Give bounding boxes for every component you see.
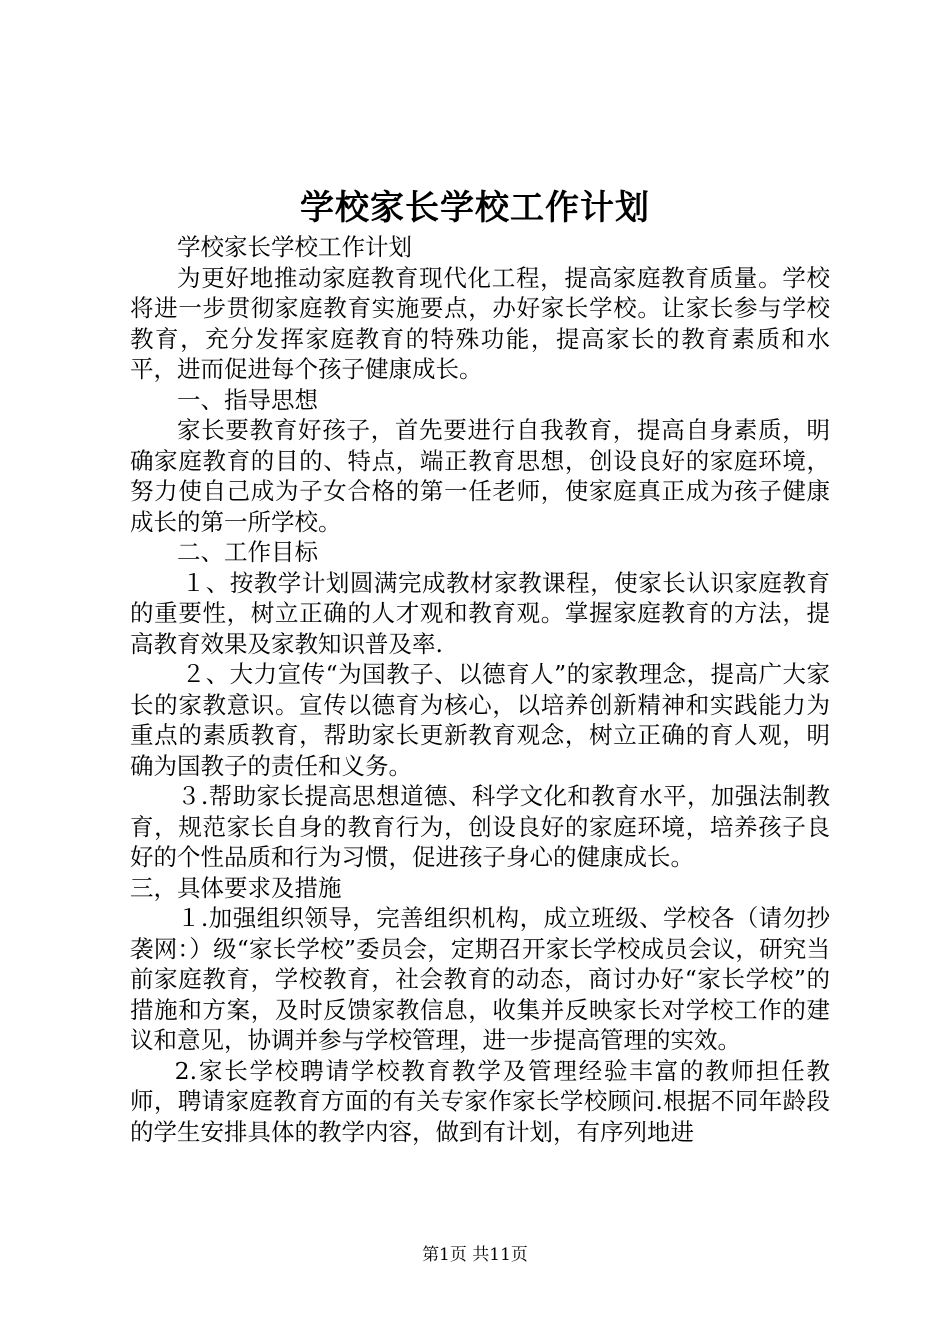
section-heading-work-goals: 二、工作目标 <box>177 538 318 566</box>
paragraph-goal-3: ３.帮助家长提高思想道德、科学文化和教育水平，加强法制教育，规范家长自身的教育行为，创设良好的家庭环境，培养孩子良好的个性品质和行为习惯，促进孩子身心的健康成长。 <box>130 782 830 871</box>
section-heading-requirements: 三，具体要求及措施 <box>130 873 342 902</box>
paragraph-measure-2: 2.家长学校聘请学校教育教学及管理经验丰富的教师担任教师，聘请家庭教育方面的有关专家作家长学校顾问.根据不同年龄段的学生安排具体的教学内容，做到有计划，有序列地进 <box>130 1056 830 1146</box>
paragraph-goal-1: １、按教学计划圆满完成教材家教课程，使家长认识家庭教育的重要性，树立正确的人才观和教育观。掌握家庭教育的方法，提高教育效果及家教知识普及率. <box>130 568 830 658</box>
paragraph-goal-2: ２、大力宣传“为国教子、以德育人”的家教理念，提高广大家长的家教意识。宣传以德育为核心，以培养创新精神和实践能力为重点的素质教育，帮助家长更新教育观念，树立正确的育人观，明确为国教子的责任和义务。 <box>130 660 830 780</box>
paragraph-intro: 为更好地推动家庭教育现代化工程，提高家庭教育质量。学校将进一步贯彻家庭教育实施要点，办好家长学校。让家长参与学校教育，充分发挥家庭教育的特殊功能，提高家长的教育素质和水平，进而促进每个孩子健康成长。 <box>130 263 830 383</box>
paragraph-heading-repeat: 学校家长学校工作计划 <box>177 233 412 261</box>
section-heading-guiding-thought: 一、指导思想 <box>177 385 318 414</box>
document-title: 学校家长学校工作计划 <box>300 188 650 228</box>
page-footer: 第1页 共11页 <box>422 1245 528 1265</box>
document-body <box>130 232 830 1147</box>
paragraph-measure-1: １.加强组织领导，完善组织机构，成立班级、学校各（请勿抄袭网：）级“家长学校”委员会，定期召开家长学校成员会议，研究当前家庭教育，学校教育，社会教育的动态，商讨办好“家长学校”的措施和方案，及时反馈家教信息，收集并反映家长对学校工作的建议和意见，协调并参与学校管理，进一步提高管理的实效。 <box>130 904 830 1054</box>
paragraph-guiding-thought: 家长要教育好孩子，首先要进行自我教育，提高自身素质，明确家庭教育的目的、特点，端正教育思想，创设良好的家庭环境，努力使自己成为子女合格的第一任老师，使家庭真正成为孩子健康成长的第一所学校。 <box>130 416 830 536</box>
